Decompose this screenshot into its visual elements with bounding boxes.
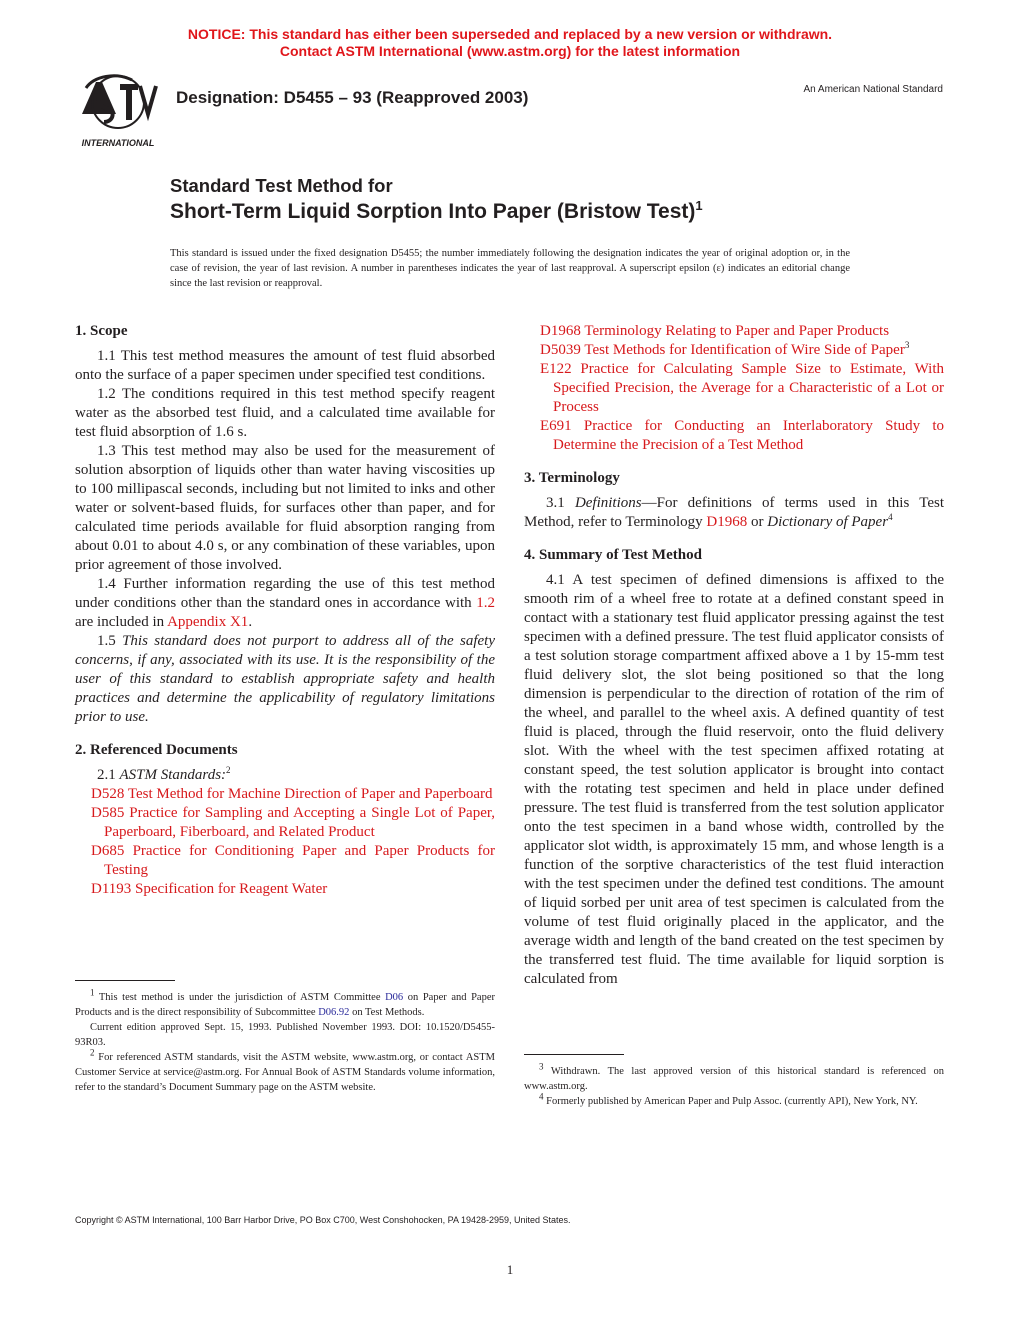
reference-code-link[interactable]: D5039	[540, 342, 581, 358]
footnotes-right	[524, 1061, 944, 1109]
designation: Designation: D5455 – 93 (Reapproved 2003)	[176, 88, 529, 107]
reference-item	[524, 360, 944, 417]
title-text: Short-Term Liquid Sorption Into Paper (Bristow Test)	[170, 200, 696, 223]
reference-item	[524, 322, 944, 341]
dictionary-of-paper: Dictionary of Paper	[767, 514, 889, 530]
footnote-1-mark: 1	[90, 987, 95, 998]
reference-code-link[interactable]: E691	[540, 418, 572, 434]
footnote-3-text: Withdrawn. The last approved version of this historical standard is referenced on www.astm.org.	[524, 1066, 944, 1092]
logo-subtext: INTERNATIONAL	[81, 138, 155, 148]
title-line-2	[170, 198, 703, 224]
footnote-1-edition: Current edition approved Sept. 15, 1993. Published November 1993. DOI: 10.1520/D5455-93R03.	[75, 1022, 495, 1048]
notice-line-2: Contact ASTM International (www.astm.org) for the latest information	[279, 43, 741, 59]
reference-item	[524, 417, 944, 455]
footnote-4-mark: 4	[539, 1091, 544, 1102]
reference-title-link[interactable]: Practice for Conditioning Paper and Paper Products for Testing	[104, 843, 496, 878]
paragraph-1-2: 1.2 The conditions required in this test method specify reagent water as the absorbed test fluid, and a calculated time available for test fluid absorption of 1.6 s.	[75, 386, 495, 440]
paragraph-1-1: 1.1 This test method measures the amount of test fluid absorbed onto the surface of a paper specimen under specified test conditions.	[75, 348, 495, 383]
reference-title-link[interactable]: Practice for Conducting an Interlaboratory Study to Determine the Precision of a Test Method	[553, 418, 944, 453]
reference-code-link[interactable]: D528	[91, 786, 125, 802]
footnotes-left	[75, 987, 495, 1095]
reference-title-link[interactable]: Practice for Sampling and Accepting a Single Lot of Paper, Paperboard, Fiberboard, and Related Product	[104, 805, 496, 840]
reference-title-link[interactable]: Test Methods for Identification of Wire Side of Paper	[584, 342, 905, 358]
reference-code-link[interactable]: D685	[91, 843, 125, 859]
withdrawn-notice	[0, 26, 1020, 60]
reference-code-link[interactable]: E122	[540, 361, 572, 377]
footnote-3-mark: 3	[539, 1061, 544, 1072]
copyright-notice: Copyright © ASTM International, 100 Barr Harbor Drive, PO Box C700, West Conshohocken, PA 19428-2959, United States.	[75, 1215, 571, 1225]
paragraph-1-3: 1.3 This test method may also be used for the measurement of solution absorption of liquids other than water having viscosities up to 100 millipascal seconds, including but not limited to inks and other water or solvent-based fluids, for surfaces other than paper, and for calculated time periods available for fluid absorption ranging from about 0.01 to about 4.0 s, or any combination of these variables, upon prior agreement of those involved.	[75, 443, 495, 573]
footnote-1-text-c: on Test Methods.	[349, 1007, 425, 1018]
paragraph-1-4	[75, 575, 495, 632]
link-section-1-2[interactable]: 1.2	[476, 595, 495, 611]
reference-item	[524, 341, 944, 360]
reference-item	[75, 785, 495, 804]
reference-list-left	[75, 785, 495, 899]
astm-standards-label: ASTM Standards:	[119, 767, 227, 783]
footnote-3	[524, 1061, 944, 1094]
reference-title-link[interactable]: Test Method for Machine Direction of Paper and Paperboard	[127, 786, 493, 802]
paragraph-2-1-number: 2.1	[97, 767, 120, 783]
reference-list-right	[524, 322, 944, 455]
reference-title-link[interactable]: Terminology Relating to Paper and Paper Products	[584, 323, 890, 339]
reference-code-link[interactable]: D1968	[540, 323, 581, 339]
footnote-mark-2: 2	[226, 765, 231, 775]
right-column	[524, 322, 944, 989]
footnote-divider-left	[75, 980, 175, 981]
section-heading-terminology: 3. Terminology	[524, 470, 620, 486]
footnote-2-text: For referenced ASTM standards, visit the ASTM website, www.astm.org, or contact ASTM Customer Service at service@astm.org. For Annual Book of ASTM Standards volume information, refer to the standard’s Document Summary page on the ASTM website.	[75, 1052, 495, 1093]
footnote-4	[524, 1091, 944, 1109]
reference-title-link[interactable]: Practice for Calculating Sample Size to Estimate, With Specified Precision, the Average for a Characteristic of a Lot or Process	[553, 361, 944, 415]
paragraph-3-1	[524, 494, 944, 532]
section-heading-scope: 1. Scope	[75, 323, 128, 339]
paragraph-1-5-number: 1.5	[97, 633, 123, 649]
link-appendix-x1[interactable]: Appendix X1	[167, 614, 249, 630]
reference-footnote-mark: 3	[904, 340, 910, 350]
paragraph-1-4-text-c: .	[248, 614, 253, 630]
notice-line-1: NOTICE: This standard has either been superseded and replaced by a new version or withdrawn.	[187, 26, 833, 42]
title-line-1: Standard Test Method for	[170, 175, 393, 196]
paragraph-3-1-text: —For definitions of terms used in this Test Method, refer to Terminology	[524, 495, 944, 530]
paragraph-4-1: 4.1 A test specimen of defined dimensions is affixed to the smooth rim of a wheel free to rotate at a defined constant speed in contact with a stationary test fluid applicator pressing against the test specimen with a defined pressure. The test fluid applicator consists of a test solution storage compartment affixed above a 1 by 15-mm test fluid delivery slot, the slot being positioned so that the long dimension is perpendicular to the direction of rotation of the rim of the wheel, and parallel to the wheel axis. A defined quantity of test fluid is placed, through the fluid reservoir, onto the fluid delivery slot. With the wheel with the test specimen affixed rotating at constant speed, the test solution applicator is brought into contact with the rotating test specimen and held in place under defined pressure. The test fluid is transferred from the test solution applicator onto the test specimen in a band whose width, controlled by the applicator slot width, is approximately 15 mm, and whose length is a function of the sorptive characteristics of the test fluid interaction with the test specimen under the defined test conditions. The amount of liquid sorbed per unit area of test specimen is calculated from the volume of test fluid originally placed in the applicator, and the average width and length of the band created on the test specimen by the transferred test fluid. The time available for liquid sorption is calculated from	[524, 572, 944, 987]
reference-title-link[interactable]: Specification for Reagent Water	[135, 881, 328, 897]
reference-code-link[interactable]: D585	[91, 805, 125, 821]
paragraph-3-1-number: 3.1	[546, 495, 575, 511]
paragraph-1-4-text-b: are included in	[75, 614, 168, 630]
title-footnote-mark: 1	[695, 198, 703, 213]
paragraph-1-4-text: 1.4 Further information regarding the use of this test method under conditions other than the standard ones in accordance with	[75, 576, 495, 611]
paragraph-1-5	[75, 632, 495, 727]
left-column	[75, 322, 495, 899]
definitions-term: Definitions	[574, 495, 642, 511]
astm-logo	[76, 74, 160, 150]
section-heading-referenced-documents: 2. Referenced Documents	[75, 742, 238, 758]
footnote-1	[75, 987, 495, 1020]
footnote-divider-right	[524, 1054, 624, 1055]
section-heading-summary: 4. Summary of Test Method	[524, 547, 702, 563]
issuance-note: This standard is issued under the fixed designation D5455; the number immediately following the designation indicates the year of original adoption or, in the case of revision, the year of last revision. A number in parentheses indicates the year of last reapproval. A superscript epsilon (ε) indicates an editorial change since the last revision or reapproval.	[170, 248, 850, 289]
footnote-mark-4: 4	[888, 512, 893, 522]
footnote-1-text-b: on Paper and Paper Products and is the direct responsibility of Subcommittee	[75, 992, 495, 1018]
reference-item	[75, 880, 495, 899]
footnote-2	[75, 1047, 495, 1095]
footnote-1-text: This test method is under the jurisdiction of ASTM Committee	[94, 992, 386, 1003]
page-number: 1	[506, 1262, 514, 1277]
american-national-standard-label: An American National Standard	[803, 84, 943, 95]
reference-code-link[interactable]: D1193	[91, 881, 132, 897]
paragraph-3-1-text-b: or	[747, 514, 768, 530]
link-d06[interactable]: D06	[385, 992, 404, 1003]
paragraph-2-1	[75, 766, 495, 785]
link-d1968[interactable]: D1968	[706, 514, 748, 530]
footnote-4-text: Formerly published by American Paper and Pulp Assoc. (currently API), New York, NY.	[543, 1096, 918, 1107]
footnote-2-mark: 2	[90, 1047, 95, 1058]
safety-statement: This standard does not purport to address all of the safety concerns, if any, associated with its use. It is the responsibility of the user of this standard to establish appropriate safety and health practices and determine the applicability of regulatory limitations prior to use.	[75, 633, 496, 725]
reference-item	[75, 842, 495, 880]
link-d06-92[interactable]: D06.92	[318, 1007, 350, 1018]
reference-item	[75, 804, 495, 842]
